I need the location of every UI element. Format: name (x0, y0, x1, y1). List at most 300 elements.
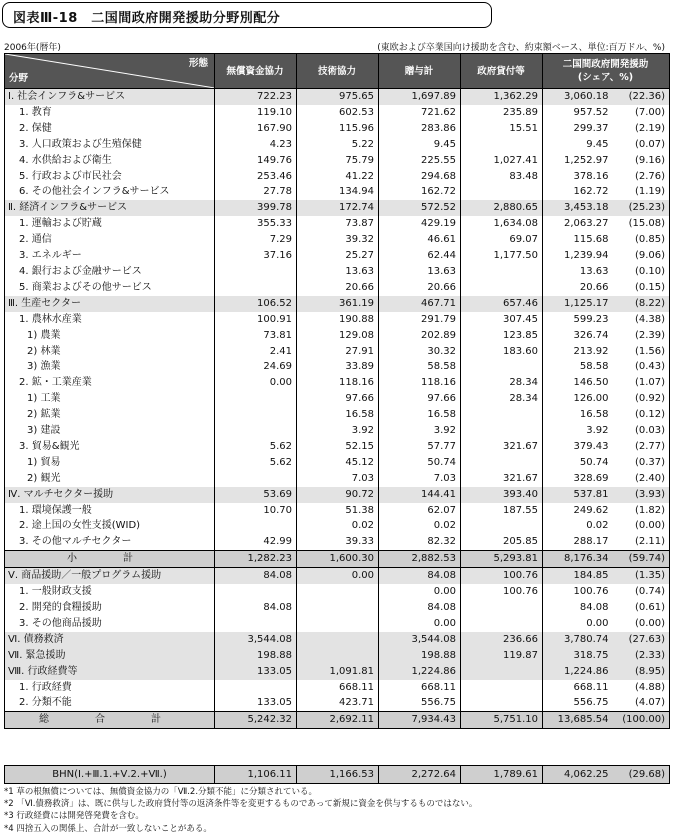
cell-bilateral: 328.69 (543, 471, 613, 487)
footnote-3: *3 行政経費には開発啓発費を含む。 (4, 811, 144, 822)
row-label: 1. 環境保護一般 (5, 503, 215, 519)
cell-grant-total: 202.89 (379, 328, 461, 344)
cell-loans (461, 423, 543, 439)
cell-technical: 97.66 (297, 391, 379, 407)
cell-technical: 45.12 (297, 455, 379, 471)
cell-bilateral: 1,125.17 (543, 296, 613, 312)
row-label: 2. 通信 (5, 232, 215, 248)
cell-technical: 5.22 (297, 137, 379, 153)
cell-loans: 69.07 (461, 232, 543, 248)
cell-share: (0.10) (613, 264, 670, 280)
cell-technical: 39.32 (297, 232, 379, 248)
cell-grant: 1,282.23 (215, 551, 297, 568)
cell-bilateral: 537.81 (543, 487, 613, 503)
cell-grant-total: 2,882.53 (379, 551, 461, 568)
cell-grant: 42.99 (215, 534, 297, 550)
cell-share: (0.74) (613, 584, 670, 600)
cell-technical (297, 648, 379, 664)
cell-grant (215, 407, 297, 423)
cell-bilateral: 50.74 (543, 455, 613, 471)
cell-grant: 133.05 (215, 664, 297, 680)
cell-grant: 133.05 (215, 695, 297, 711)
cell-grant-total: 3,544.08 (379, 632, 461, 648)
row-label: Ⅷ. 行政経費等 (5, 664, 215, 680)
cell-bilateral: 0.00 (543, 616, 613, 632)
cell-grant (215, 280, 297, 296)
cell-loans: 100.76 (461, 584, 543, 600)
row-label: 1. 教育 (5, 105, 215, 121)
row-label: 3. その他マルチセクター (5, 534, 215, 550)
cell-bilateral: 2,063.27 (543, 216, 613, 232)
row-label: 2) 観光 (5, 471, 215, 487)
cell-grant (215, 471, 297, 487)
cell-technical: 115.96 (297, 121, 379, 137)
bhn-technical: 1,166.53 (297, 766, 379, 784)
cell-technical: 90.72 (297, 487, 379, 503)
cell-share: (8.22) (613, 296, 670, 312)
cell-grant-total: 144.41 (379, 487, 461, 503)
cell-grant: 167.90 (215, 121, 297, 137)
cell-bilateral: 299.37 (543, 121, 613, 137)
cell-grant: 5.62 (215, 455, 297, 471)
footnote-4: *4 四捨五入の関係上、合計が一致しないことがある。 (4, 823, 212, 834)
table-row (5, 153, 670, 169)
cell-grant: 27.78 (215, 184, 297, 200)
cell-technical: 3.92 (297, 423, 379, 439)
title-box (2, 2, 492, 28)
cell-technical: 118.16 (297, 375, 379, 391)
cell-loans: 321.67 (461, 471, 543, 487)
cell-technical: 1,600.30 (297, 551, 379, 568)
cell-bilateral: 8,176.34 (543, 551, 613, 568)
cell-share: (0.15) (613, 280, 670, 296)
cell-bilateral: 288.17 (543, 534, 613, 550)
cell-loans (461, 664, 543, 680)
cell-grant-total: 57.77 (379, 439, 461, 455)
bhn-grant-total: 2,272.64 (379, 766, 461, 784)
cell-grant: 73.81 (215, 328, 297, 344)
row-label: Ⅵ. 債務救済 (5, 632, 215, 648)
cell-loans: 205.85 (461, 534, 543, 550)
bhn-table (4, 765, 670, 784)
cell-share: (3.93) (613, 487, 670, 503)
cell-loans: 5,293.81 (461, 551, 543, 568)
cell-loans: 100.76 (461, 568, 543, 584)
row-label: 1) 工業 (5, 391, 215, 407)
cell-share: (0.85) (613, 232, 670, 248)
cell-share: (59.74) (613, 551, 670, 568)
cell-grant: 119.10 (215, 105, 297, 121)
cell-share: (9.06) (613, 248, 670, 264)
cell-technical: 39.33 (297, 534, 379, 550)
header-loans: 政府貸付等 (461, 54, 543, 89)
cell-grant (215, 391, 297, 407)
cell-grant-total: 294.68 (379, 169, 461, 185)
row-label: 5. 商業およびその他サービス (5, 280, 215, 296)
cell-share: (22.36) (613, 89, 670, 105)
table-row (5, 359, 670, 375)
header-bilateral-share: (シェア、%) (577, 72, 634, 83)
cell-grant (215, 584, 297, 600)
cell-grant (215, 264, 297, 280)
cell-share: (0.37) (613, 455, 670, 471)
cell-bilateral: 146.50 (543, 375, 613, 391)
cell-grant: 722.23 (215, 89, 297, 105)
cell-grant (215, 518, 297, 534)
cell-technical: 602.53 (297, 105, 379, 121)
cell-loans: 123.85 (461, 328, 543, 344)
cell-share: (15.08) (613, 216, 670, 232)
cell-grant: 5,242.32 (215, 712, 297, 729)
cell-share: (2.19) (613, 121, 670, 137)
cell-share: (1.19) (613, 184, 670, 200)
cell-grant-total: 118.16 (379, 375, 461, 391)
row-label: 1. 行政経費 (5, 680, 215, 696)
footnotes (4, 786, 477, 835)
cell-technical: 52.15 (297, 439, 379, 455)
cell-share: (2.33) (613, 648, 670, 664)
row-label: 4. 水供給および衛生 (5, 153, 215, 169)
cell-technical: 33.89 (297, 359, 379, 375)
cell-loans: 321.67 (461, 439, 543, 455)
row-label: 2. 分類不能 (5, 695, 215, 711)
cell-share: (9.16) (613, 153, 670, 169)
row-label: 1. 一般財政支援 (5, 584, 215, 600)
cell-bilateral: 957.52 (543, 105, 613, 121)
table-row (5, 296, 670, 312)
cell-bilateral: 213.92 (543, 344, 613, 360)
table-row (5, 518, 670, 534)
cell-bilateral: 20.66 (543, 280, 613, 296)
row-label: 2. 途上国の女性支援(WID) (5, 518, 215, 534)
cell-grant: 5.62 (215, 439, 297, 455)
header-bilateral (543, 54, 670, 89)
cell-technical: 134.94 (297, 184, 379, 200)
cell-share: (0.00) (613, 616, 670, 632)
cell-grant-total: 9.45 (379, 137, 461, 153)
cell-grant-total: 58.58 (379, 359, 461, 375)
cell-grant-total: 3.92 (379, 423, 461, 439)
cell-technical: 190.88 (297, 312, 379, 328)
cell-share: (0.03) (613, 423, 670, 439)
table-row (5, 280, 670, 296)
row-label: 1) 農業 (5, 328, 215, 344)
cell-bilateral: 378.16 (543, 169, 613, 185)
cell-technical: 7.03 (297, 471, 379, 487)
table-row (5, 407, 670, 423)
table-row (5, 184, 670, 200)
cell-share: (0.07) (613, 137, 670, 153)
table-row (5, 568, 670, 584)
cell-grant (215, 680, 297, 696)
cell-bilateral: 13.63 (543, 264, 613, 280)
cell-bilateral: 100.76 (543, 584, 613, 600)
cell-bilateral: 1,239.94 (543, 248, 613, 264)
cell-grant-total: 30.32 (379, 344, 461, 360)
header-bilateral-title: 二国間政府開発援助 (562, 59, 649, 70)
table-row (5, 121, 670, 137)
table-row (5, 680, 670, 696)
cell-share: (1.82) (613, 503, 670, 519)
header-grant-total: 贈与計 (379, 54, 461, 89)
cell-loans (461, 695, 543, 711)
cell-grant: 84.08 (215, 600, 297, 616)
row-label: 2. 開発的食糧援助 (5, 600, 215, 616)
cell-technical: 27.91 (297, 344, 379, 360)
cell-grant: 100.91 (215, 312, 297, 328)
cell-bilateral: 9.45 (543, 137, 613, 153)
cell-grant: 0.00 (215, 375, 297, 391)
cell-grant: 37.16 (215, 248, 297, 264)
table-row (5, 632, 670, 648)
table-row (5, 264, 670, 280)
header-field-label: 分野 (9, 73, 29, 84)
cell-share: (4.07) (613, 695, 670, 711)
row-label: Ⅶ. 緊急援助 (5, 648, 215, 664)
table-row (5, 232, 670, 248)
cell-bilateral: 1,252.97 (543, 153, 613, 169)
cell-grant: 198.88 (215, 648, 297, 664)
cell-technical: 20.66 (297, 280, 379, 296)
cell-grant: 106.52 (215, 296, 297, 312)
cell-share: (27.63) (613, 632, 670, 648)
cell-technical: 75.79 (297, 153, 379, 169)
cell-grant: 355.33 (215, 216, 297, 232)
grand-total-row (5, 712, 670, 729)
table-row (5, 391, 670, 407)
table-row (5, 439, 670, 455)
cell-technical: 13.63 (297, 264, 379, 280)
row-label: 3) 漁業 (5, 359, 215, 375)
cell-loans (461, 280, 543, 296)
table-row (5, 534, 670, 550)
cell-grant: 399.78 (215, 200, 297, 216)
cell-technical: 0.02 (297, 518, 379, 534)
cell-technical: 51.38 (297, 503, 379, 519)
cell-bilateral: 379.43 (543, 439, 613, 455)
row-label: 1. 農林水産業 (5, 312, 215, 328)
cell-grant-total: 721.62 (379, 105, 461, 121)
cell-grant-total: 162.72 (379, 184, 461, 200)
cell-grant-total: 62.44 (379, 248, 461, 264)
cell-share: (2.39) (613, 328, 670, 344)
cell-grant-total: 84.08 (379, 568, 461, 584)
row-label: 3. 人口政策および生殖保健 (5, 137, 215, 153)
footnote-1: *1 草の根無償については、無償資金協力の「Ⅶ.2.分類不能」に分類されている。 (4, 787, 318, 797)
row-label: 5. 行政および市民社会 (5, 169, 215, 185)
bhn-share: (29.68) (613, 766, 670, 784)
cell-grant-total: 0.00 (379, 616, 461, 632)
cell-technical (297, 584, 379, 600)
cell-loans: 28.34 (461, 391, 543, 407)
cell-technical: 668.11 (297, 680, 379, 696)
cell-share: (1.56) (613, 344, 670, 360)
cell-bilateral: 318.75 (543, 648, 613, 664)
cell-loans (461, 616, 543, 632)
page-title: 図表Ⅲ-18 二国間政府開発援助分野別配分 (13, 11, 281, 26)
cell-bilateral: 84.08 (543, 600, 613, 616)
bhn-bilateral: 4,062.25 (543, 766, 613, 784)
cell-bilateral: 3,780.74 (543, 632, 613, 648)
row-label: 3. その他商品援助 (5, 616, 215, 632)
cell-loans: 1,362.29 (461, 89, 543, 105)
cell-share: (2.40) (613, 471, 670, 487)
cell-technical: 0.00 (297, 568, 379, 584)
cell-technical: 25.27 (297, 248, 379, 264)
cell-loans: 1,634.08 (461, 216, 543, 232)
cell-share: (4.38) (613, 312, 670, 328)
cell-loans (461, 407, 543, 423)
cell-grant-total: 97.66 (379, 391, 461, 407)
table-row (5, 695, 670, 711)
row-label: 3. エネルギー (5, 248, 215, 264)
table-row (5, 105, 670, 121)
table-row (5, 375, 670, 391)
bhn-label: BHN(Ⅰ.+Ⅲ.1.+Ⅴ.2.+Ⅶ.) (5, 766, 215, 784)
row-label: Ⅲ. 生産セクター (5, 296, 215, 312)
cell-loans: 1,027.41 (461, 153, 543, 169)
cell-loans (461, 137, 543, 153)
cell-grant: 4.23 (215, 137, 297, 153)
cell-grant-total: 556.75 (379, 695, 461, 711)
cell-bilateral: 3,060.18 (543, 89, 613, 105)
cell-share: (8.95) (613, 664, 670, 680)
cell-loans (461, 264, 543, 280)
cell-bilateral: 326.74 (543, 328, 613, 344)
table-row (5, 312, 670, 328)
cell-grant: 149.76 (215, 153, 297, 169)
cell-technical (297, 632, 379, 648)
cell-loans (461, 359, 543, 375)
cell-grant-total: 283.86 (379, 121, 461, 137)
cell-grant: 2.41 (215, 344, 297, 360)
cell-grant-total: 291.79 (379, 312, 461, 328)
table-row (5, 487, 670, 503)
cell-grant-total: 13.63 (379, 264, 461, 280)
row-label: Ⅴ. 商品援助／一般プログラム援助 (5, 568, 215, 584)
cell-grant-total: 225.55 (379, 153, 461, 169)
subtotal-row (5, 551, 670, 568)
cell-share: (100.00) (613, 712, 670, 729)
cell-technical: 975.65 (297, 89, 379, 105)
table-row (5, 200, 670, 216)
cell-grant-total: 16.58 (379, 407, 461, 423)
cell-loans: 236.66 (461, 632, 543, 648)
cell-share: (0.92) (613, 391, 670, 407)
cell-loans (461, 455, 543, 471)
cell-grant-total: 46.61 (379, 232, 461, 248)
cell-loans: 393.40 (461, 487, 543, 503)
cell-grant-total: 82.32 (379, 534, 461, 550)
row-label: 3. 貿易&観光 (5, 439, 215, 455)
row-label: Ⅰ. 社会インフラ&サービス (5, 89, 215, 105)
cell-bilateral: 599.23 (543, 312, 613, 328)
diagonal-line (5, 54, 215, 88)
row-label: 2) 林業 (5, 344, 215, 360)
cell-bilateral: 1,224.86 (543, 664, 613, 680)
cell-share: (0.43) (613, 359, 670, 375)
cell-share: (0.12) (613, 407, 670, 423)
cell-grant-total: 572.52 (379, 200, 461, 216)
cell-technical: 41.22 (297, 169, 379, 185)
cell-grant: 10.70 (215, 503, 297, 519)
footnote-2: *2 「Ⅵ.債務救済」は、既に供与した政府貸付等の返済条件等を変更するものであって新規に資金を供与するものではない。 (4, 799, 478, 810)
cell-share: (1.07) (613, 375, 670, 391)
allocation-table (4, 53, 670, 729)
cell-grant (215, 423, 297, 439)
cell-grant-total: 668.11 (379, 680, 461, 696)
table-row (5, 648, 670, 664)
cell-loans: 28.34 (461, 375, 543, 391)
cell-grant: 24.69 (215, 359, 297, 375)
cell-share: (0.61) (613, 600, 670, 616)
cell-grant-total: 84.08 (379, 600, 461, 616)
cell-grant-total: 467.71 (379, 296, 461, 312)
cell-loans: 183.60 (461, 344, 543, 360)
cell-loans: 2,880.65 (461, 200, 543, 216)
cell-grant: 3,544.08 (215, 632, 297, 648)
row-label: 2. 鉱・工業産業 (5, 375, 215, 391)
cell-loans: 1,177.50 (461, 248, 543, 264)
cell-bilateral: 249.62 (543, 503, 613, 519)
cell-share: (2.76) (613, 169, 670, 185)
cell-grant-total: 7.03 (379, 471, 461, 487)
row-label: 3) 建設 (5, 423, 215, 439)
cell-technical: 16.58 (297, 407, 379, 423)
cell-grant-total: 1,697.89 (379, 89, 461, 105)
bhn-grant: 1,106.11 (215, 766, 297, 784)
cell-loans: 657.46 (461, 296, 543, 312)
cell-grant: 253.46 (215, 169, 297, 185)
cell-grant-total: 62.07 (379, 503, 461, 519)
row-label: Ⅳ. マルチセクター援助 (5, 487, 215, 503)
cell-loans: 15.51 (461, 121, 543, 137)
cell-technical: 172.74 (297, 200, 379, 216)
table-row (5, 89, 670, 105)
header-diagonal-cell (5, 54, 215, 89)
cell-bilateral: 184.85 (543, 568, 613, 584)
unit-note: (東欧および卒業国向け援助を含む、約束額ベース、単位:百万ドル、%) (377, 43, 665, 53)
table-row (5, 471, 670, 487)
cell-loans: 235.89 (461, 105, 543, 121)
table-row (5, 664, 670, 680)
cell-grant-total: 0.02 (379, 518, 461, 534)
cell-technical (297, 616, 379, 632)
row-label: 総 合 計 (5, 712, 215, 729)
row-label: 2) 鉱業 (5, 407, 215, 423)
cell-share: (7.00) (613, 105, 670, 121)
cell-bilateral: 162.72 (543, 184, 613, 200)
cell-grant: 7.29 (215, 232, 297, 248)
bhn-row (5, 766, 670, 784)
cell-share: (25.23) (613, 200, 670, 216)
cell-loans (461, 600, 543, 616)
header-form-label: 形態 (188, 58, 208, 69)
year-note: 2006年(暦年) (4, 43, 61, 53)
cell-grant-total: 429.19 (379, 216, 461, 232)
cell-grant (215, 616, 297, 632)
row-label: 6. その他社会インフラ&サービス (5, 184, 215, 200)
cell-bilateral: 556.75 (543, 695, 613, 711)
cell-grant-total: 20.66 (379, 280, 461, 296)
table-row (5, 216, 670, 232)
table-row (5, 584, 670, 600)
cell-loans (461, 680, 543, 696)
cell-technical: 129.08 (297, 328, 379, 344)
cell-technical: 73.87 (297, 216, 379, 232)
table-row (5, 616, 670, 632)
row-label: 1) 貿易 (5, 455, 215, 471)
